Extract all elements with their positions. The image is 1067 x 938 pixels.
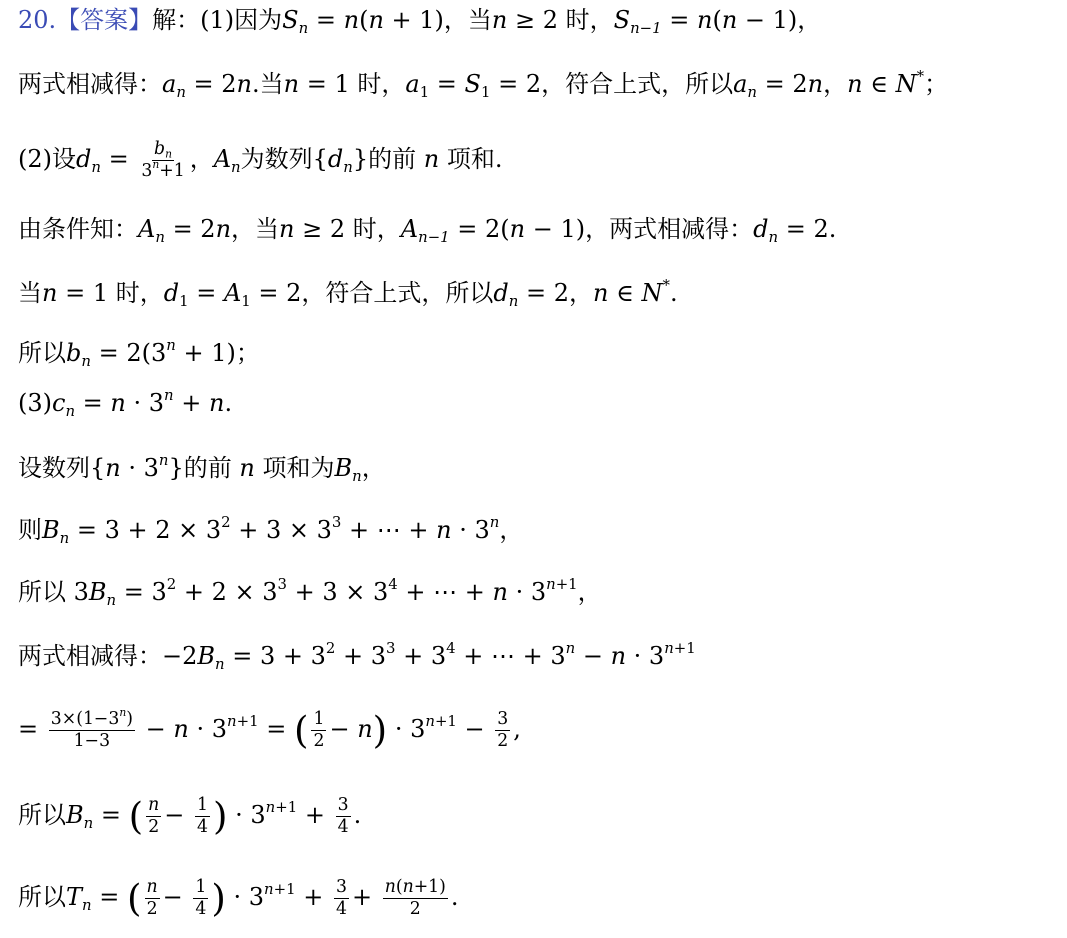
problem-number: 20.	[18, 6, 57, 34]
line-5: 当n = 1 时，$d_1 = A_1 = 2$，符合上式，所以$d_n = 2$，n ∈ N*.	[18, 275, 678, 311]
fraction: $\frac{b_n}{3^n+1}$	[141, 139, 185, 181]
line-9: 则$B_n = 3 + 2 \times 3^2 + 3 \times 3^3$ + ⋯ + $n \cdot 3^n$，	[18, 512, 524, 548]
fraction: $\frac{n}{2}$	[148, 795, 160, 837]
line-8: 设数列$\{n \cdot 3^n\}$的前 n 项和为$B_n$，	[18, 450, 386, 486]
line-3: (2)设$d_n$ = $\frac{b_n}{3^n+1}$ ，$A_n$为数列$\{d_n\}$的前 n 项和.	[18, 139, 503, 181]
line-1-body: (1)因为$S_n = n(n + 1)$，当n ≥ 2 时，$S_{n-1} = n(n - 1)$，	[200, 6, 822, 38]
fraction: $\frac{3}{4}$	[337, 795, 349, 837]
line-7: $(3)c_n = n \cdot 3^n + n$.	[18, 385, 233, 421]
fraction: $\frac{1}{2}$	[313, 709, 325, 751]
fraction: $\frac{3\times(1-3^n)}{1-3}$	[50, 705, 134, 751]
line-1	[18, 6, 822, 38]
answer-tag: 【答案】	[56, 6, 153, 34]
fraction: $\frac{1}{4}$	[195, 877, 207, 919]
line-13: 所以$B_n$ = ( $\frac{n}{2}$ − $\frac{1}{4}$ ) · $3^{n+1}$ + $\frac{3}{4}$ .	[18, 793, 362, 838]
line-4: 由条件知：$A_n = 2n$，当n ≥ 2 时，$A_{n-1} = 2(n - 1)$，两式相减得：$d_n = 2$.	[18, 215, 837, 247]
fraction: $\frac{1}{4}$	[197, 795, 208, 837]
fraction: $\frac{3}{4}$	[335, 877, 347, 919]
fraction: $\frac{n(n+1)}{2}$	[384, 877, 446, 919]
line-2: 两式相减得：$a_n = 2n$.当n = 1 时，$a_1 = S_1 = 2$，符合上式，所以$a_n = 2n$，n ∈ N*；	[18, 66, 949, 102]
line-12: = $\frac{3\times(1-3^n)}{1-3}$ − $n \cdot 3^{n+1}$ = ( $\frac{1}{2}$ − $n) \cdot 3^{n+1}$ − $\frac{3}{2}$ ,	[18, 705, 521, 752]
fraction: $\frac{n}{2}$	[146, 877, 158, 919]
line-11: 两式相减得：$-2B_n = 3 + 3^2 + 3^3 + 3^4$ + ⋯ + $3^n - n \cdot 3^{n+1}$	[18, 638, 696, 674]
solution-label: 解：	[152, 6, 201, 34]
line-14: 所以$T_n$ = ( $\frac{n}{2}$ − $\frac{1}{4}$ ) · $3^{n+1}$ + $\frac{3}{4}$ + $\frac{n(n+1)}{2}$ .	[18, 875, 459, 920]
line-6: 所以$b_n = 2(3^n + 1)$；	[18, 335, 260, 371]
line-10: 所以 $3B_n = 3^2 + 2 \times 3^3 + 3 \times 3^4$ + ⋯ + $n \cdot 3^{n+1}$，	[18, 574, 602, 610]
fraction: $\frac{3}{2}$	[497, 709, 509, 751]
